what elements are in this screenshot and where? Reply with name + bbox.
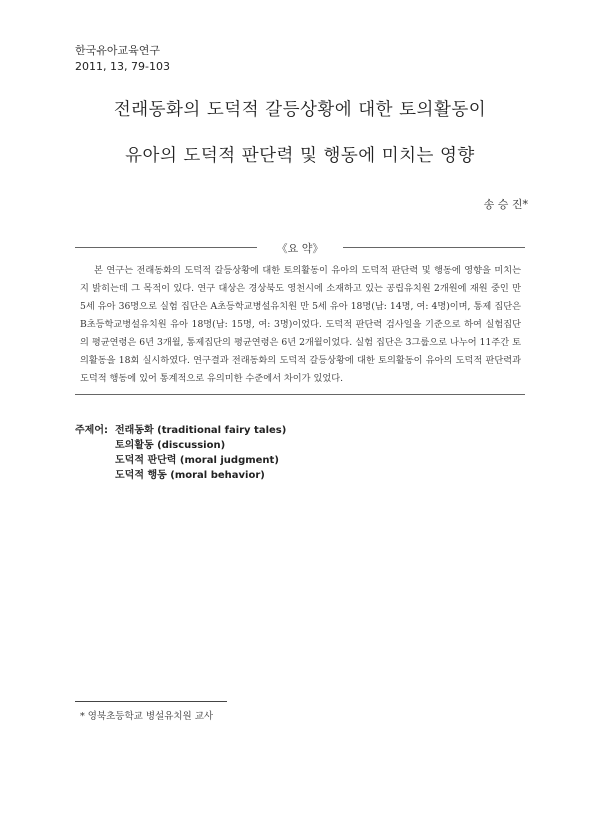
keywords-block: [75, 423, 286, 483]
keyword-item: 토의활동 (discussion): [115, 440, 226, 451]
journal-citation: 2011, 13, 79-103: [75, 60, 170, 73]
keyword-item: 도덕적 행동 (moral behavior): [115, 470, 265, 481]
author-name: 송 승 진*: [483, 198, 528, 211]
abstract-heading: [75, 240, 525, 254]
abstract-heading-label: 《요 약》: [276, 242, 324, 255]
abstract-rule-right: [343, 247, 525, 248]
footnote: * 영북초등학교 병설유치원 교사: [80, 711, 214, 722]
paper-title-line-1: 전래동화의 도덕적 갈등상황에 대한 토의활동이: [113, 100, 487, 120]
footnote-rule: [75, 701, 227, 702]
paper-title-line-2: 유아의 도덕적 판단력 및 행동에 미치는 영향: [125, 146, 475, 166]
abstract-bottom-rule: [75, 394, 525, 395]
abstract-body: 본 연구는 전래동화의 도덕적 갈등상황에 대한 토의활동이 유아의 도덕적 판단력 및 행동에 영향을 미치는지 밝히는데 그 목적이 있다. 연구 대상은 경상북도 영천시에 소재하고 있는 공립유치원 2개원에 재원 중인 만 5세 유아 36명으로 실험 집단은 A초등학교병설유치원 만 5세 유아 18명(남: 14명, 여: 4명)이며, 통제 집단은 B초등학교병설유치원 유아 18명(남: 15명, 여: 3명)이었다. 도덕적 판단력 검사일을 기준으로 하여 실험집단의 평균연령은 6년 3개월, 통제집단의 평균연령은 6년 2개월이었다. 실험 집단은 3그룹으로 나누어 11주간 토의활동을 18회 실시하였다. 연구결과 전래동화의 도덕적 갈등상황에 대한 토의활동이 유아의 도덕적 판단력과 도덕적 행동에 있어 통계적으로 유의미한 수준에서 차이가 있었다.: [80, 265, 521, 384]
keyword-item: 전래동화 (traditional fairy tales): [115, 425, 287, 436]
journal-name: 한국유아교육연구: [75, 44, 161, 57]
journal-header: [75, 43, 170, 75]
keyword-item: 도덕적 판단력 (moral judgment): [115, 455, 279, 466]
keywords-label: 주제어:: [75, 425, 108, 436]
